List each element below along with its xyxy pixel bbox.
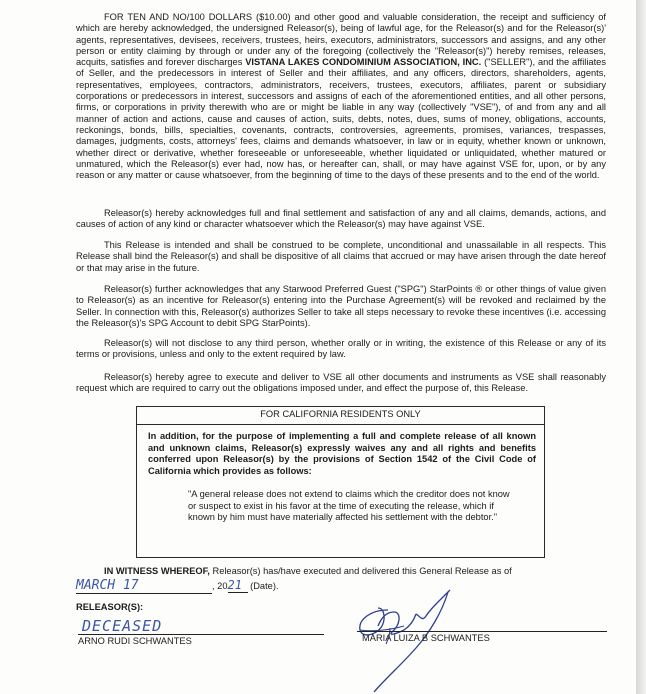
handwritten-deceased: DECEASED — [82, 617, 163, 635]
confidentiality-paragraph: Releasor(s) will not disclose to any third person, whether orally or in writing, the existence of this Release or any of its terms or provisions, unless and only to the extent required by law. — [76, 338, 606, 360]
signer-name-left: ARNO RUDI SCHWANTES — [78, 636, 192, 646]
handwritten-year: 21 — [228, 578, 248, 593]
execution-date-line — [76, 578, 279, 594]
seller-name: VISTANA LAKES CONDOMINIUM ASSOCIATION, INC. — [245, 57, 482, 68]
page-edge — [636, 0, 646, 694]
signature-line-right — [357, 631, 607, 632]
release-paragraph-1 — [76, 12, 606, 181]
settlement-paragraph: Releasor(s) hereby acknowledges full and final settlement and satisfaction of any and all claims, demands, actions, and causes of action of any kind or character whatsoever which the Releasor(s) may have against VSE. — [76, 208, 606, 230]
witness-heading: IN WITNESS WHEREOF, — [104, 566, 210, 576]
civil-code-1542-quote: "A general release does not extend to claims which the creditor does not know or suspect to exist in his favor at the time of executing the release, which if known by him must have materially affected his settlement with the debtor." — [188, 489, 510, 523]
date-suffix: (Date). — [250, 581, 279, 591]
spg-starpoints-paragraph: Releasor(s) further acknowledges that any Starwood Preferred Guest ("SPG") StarPoints ® or other things of value given to Releasor(s) as an incentive for Releasor(s) entering into the Purchase Agreement(s) will be revoked and reclaimed by the Seller. In connection with this, Releasor(s) authorizes Seller to take all steps necessary to revoke these incentives (i.e. accessing the Releasor(s)'s SPG Account to debit SPG StarPoints). — [76, 284, 606, 328]
witness-clause — [104, 566, 512, 576]
california-waiver-text: In addition, for the purpose of implementing a full and complete release of all known and unknown claims, Releasor(s) expressly waives any and all rights and benefits conferred upon Releasor(s) by the provisions of Section 1542 of the Civil Code of California which provides as follows: — [148, 431, 536, 476]
year-prefix: , 20 — [212, 581, 228, 591]
releasor-label: RELEASOR(S): — [76, 602, 144, 612]
handwritten-date: MARCH 17 — [76, 578, 212, 594]
release-paragraph-1-part-a: FOR TEN AND NO/100 DOLLARS ($10.00) and other good and valuable consideration, the receipt and sufficiency of which are hereby acknowledged, the undersigned Releasor(s), being of lawful age, for the Releasor(s) and for the Releasor(s)' agents, representatives, devisees, receivers, trustees, heirs, executors, administrators, successors and assigns, and any other person or entity claiming by through or under any of the foregoing (collectively the "Releasor(s)") hereby remises, releases, acquits, satisfies and forever discharges — [76, 12, 606, 68]
witness-text: Releasor(s) has/have executed and delivered this General Release as of — [212, 566, 512, 576]
signer-name-right: MARIA LUIZA B SCHWANTES — [362, 633, 490, 643]
california-box-heading: FOR CALIFORNIA RESIDENTS ONLY — [260, 409, 421, 419]
california-box-divider — [137, 424, 544, 425]
further-assurances-paragraph: Releasor(s) hereby agree to execute and deliver to VSE all other documents and instruments as VSE shall reasonably request which are required to carry out the obligations imposed under, and effect the purpose of, this Release. — [76, 372, 606, 394]
release-paragraph-1-part-b: ("SELLER"), and the affiliates of Seller, and the predecessors in interest of Seller and their affiliates, and any officers, directors, shareholders, agents, representatives, employees, contractors, administrators, receivers, trustees, executors, affiliates, parent or subsidiary corporations or predecessors in interest, successors and assigns of each of the aforementioned entities, and all other persons, firms, or corporations in privity therewith who are or might be liable in any way (collectively "VSE"), of and from any and all manner of action and actions, cause and causes of action, suits, debts, notes, dues, sums of money, obligations, accounts, reckonings, bonds, bills, specialties, covenants, contracts, controversies, agreements, promises, variances, trespasses, damages, judgments, costs, attorneys' fees, claims and demands whatsoever, in law or in equity, whether known or unknown, whether direct or derivative, whether foreseeable or unforeseeable, whether liquidated or unliquidated, whether matured or unmatured, which the Releasor(s) ever had, now has, or hereafter can, shall, or may have against VSE for, upon, or by any reason or any matter or cause whatsoever, from the beginning of time to the days of these presents and to the end of the world. — [76, 57, 606, 181]
california-residents-box — [136, 406, 545, 558]
signature-line-left — [78, 634, 324, 635]
release-scope-paragraph: This Release is intended and shall be construed to be complete, unconditional and unassailable in all respects. This Release shall bind the Releasor(s) and shall be dispositive of all claims that accrued or may have arisen through the date hereof or that may arise in the future. — [76, 240, 606, 273]
